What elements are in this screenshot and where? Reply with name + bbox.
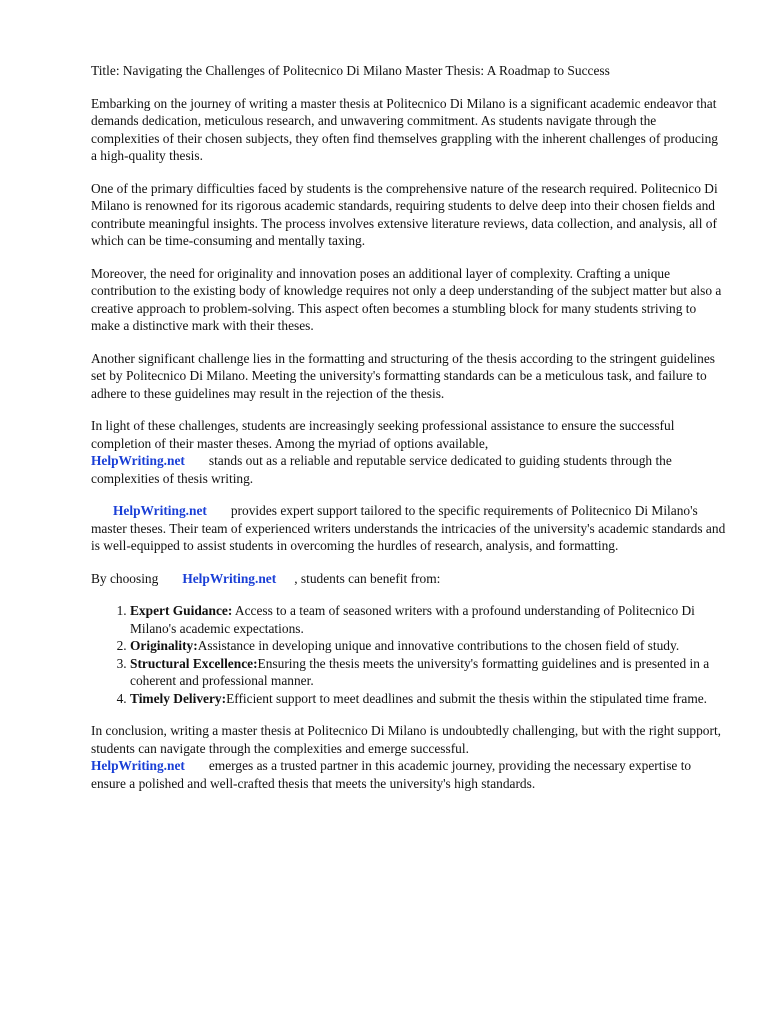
list-item-term: Structural Excellence:: [130, 655, 258, 671]
benefits-list: [91, 602, 727, 707]
paragraph-support: [91, 502, 727, 555]
helpwriting-link[interactable]: HelpWriting.net: [113, 503, 207, 518]
paragraph-originality: Moreover, the need for originality and innovation poses an additional layer of complexity. Crafting a unique contribution to the existing body of knowledge requires not only a deep understanding of the subject matter but also a creative approach to problem-solving. This aspect often becomes a stumbling block for many students striving to make a distinctive mark with their theses.: [91, 265, 722, 333]
document-page: [91, 62, 727, 807]
helpwriting-link[interactable]: HelpWriting.net: [91, 453, 185, 468]
list-item-text: Ensuring the thesis meets the university's formatting guidelines and is presented in a coherent and professional manner.: [130, 655, 710, 688]
paragraph-assistance-text-2: stands out as a reliable and reputable service dedicated to guiding students through the complexities of thesis writing.: [91, 453, 672, 486]
paragraph-intro: Embarking on the journey of writing a master thesis at Politecnico Di Milano is a significant academic endeavor that demands dedication, meticulous research, and unwavering commitment. As students navigate through the complexities of their chosen subjects, they often find themselves grappling with the inherent challenges of producing a high-quality thesis.: [91, 95, 718, 163]
paragraph-choosing: [91, 570, 727, 588]
helpwriting-link[interactable]: HelpWriting.net: [91, 758, 185, 773]
paragraph-choosing-text: By choosing: [91, 570, 159, 586]
paragraph-support-text: provides expert support tailored to the specific requirements of Politecnico Di Milano's master theses. Their team of experienced writers understands the intricacies of the university's academic standards and is well-equipped to assist students in overcoming the hurdles of research, analysis, and formatting.: [91, 503, 726, 553]
paragraph-difficulties: One of the primary difficulties faced by students is the comprehensive nature of the research required. Politecnico Di Milano is renowned for its rigorous academic standards, requiring students to delve deep into their chosen fields and contribute meaningful insights. The process involves extensive literature reviews, data collection, and analysis, all of which can be time-consuming and mentally taxing.: [91, 180, 718, 248]
list-item: [130, 690, 727, 708]
document-title: Title: Navigating the Challenges of Politecnico Di Milano Master Thesis: A Roadmap to Success: [91, 63, 610, 78]
list-item: [130, 655, 727, 690]
paragraph-formatting: Another significant challenge lies in the formatting and structuring of the thesis according to the stringent guidelines set by Politecnico Di Milano. Meeting the university's formatting standards can be a meticulous task, and failure to adhere to these guidelines may result in the rejection of the thesis.: [91, 350, 715, 401]
helpwriting-link[interactable]: HelpWriting.net: [182, 570, 277, 586]
paragraph-choosing-text-2: , students can benefit from:: [294, 570, 441, 586]
list-item-term: Timely Delivery:: [130, 690, 227, 706]
list-item: [130, 602, 727, 637]
list-item-term: Originality:: [130, 638, 198, 653]
paragraph-assistance: [91, 417, 727, 487]
paragraph-conclusion: [91, 722, 727, 792]
list-item-text: Access to a team of seasoned writers with a profound understanding of Politecnico Di Milano's academic expectations.: [130, 603, 695, 636]
list-item: [130, 637, 727, 655]
paragraph-conclusion-text: In conclusion, writing a master thesis at Politecnico Di Milano is undoubtedly challenging, but with the right support, students can navigate through the complexities and emerge successful.: [91, 723, 722, 756]
paragraph-conclusion-text-2: emerges as a trusted partner in this academic journey, providing the necessary expertise to ensure a polished and well-crafted thesis that meets the university's high standards.: [91, 758, 692, 791]
paragraph-assistance-text: In light of these challenges, students are increasingly seeking professional assistance to ensure the successful completion of their master theses. Among the myriad of options available,: [91, 418, 675, 451]
list-item-term: Expert Guidance:: [130, 603, 233, 618]
list-item-text: Assistance in developing unique and innovative contributions to the chosen field of study.: [197, 638, 680, 653]
list-item-text: Efficient support to meet deadlines and submit the thesis within the stipulated time frame.: [226, 690, 708, 706]
